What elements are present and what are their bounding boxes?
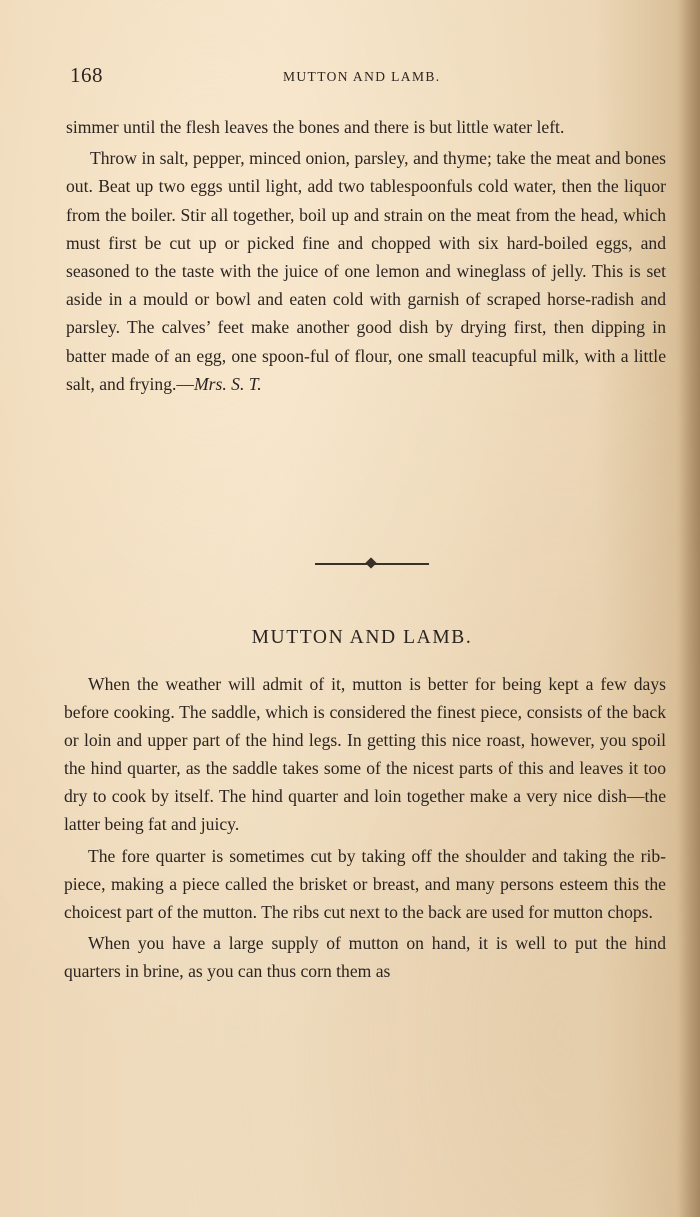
section-heading: MUTTON AND LAMB. bbox=[251, 627, 473, 648]
paragraph-text: Throw in salt, pepper, minced onion, parsley, and thyme; take the meat and bones out. Beat up two eggs until light, add two tablespoonfuls cold water, then the liquor from the boiler. Stir all together, boil up and strain on the meat from the head, which must first be cut up or picked fine and chopped with six hard-boiled eggs, and seasoned to the taste with the juice of one lemon and wineglass of jelly. This is set aside in a mould or bowl and eaten cold with garnish of scraped horse-radish and parsley. The calves’ feet make another good dish by drying first, then dipping in batter made of an egg, one spoon-ful of flour, one small teacupful milk, with a little salt, and frying.— bbox=[66, 148, 666, 394]
paragraph: When the weather will admit of it, mutton is better for being kept a few days before cooking. The saddle, which is considered the finest piece, consists of the back or loin and upper part of the hind legs. In getting this nice roast, however, you spoil the hind quarter, as the saddle takes some of the nicest parts of this and leaves it too dry to cook by itself. The hind quarter and loin together make a very nice dish—the latter being fat and juicy. bbox=[64, 674, 666, 835]
continued-recipe-text bbox=[66, 113, 666, 398]
paragraph: When you have a large supply of mutton on hand, it is well to put the hind quarters in brine, as you can thus corn them as bbox=[64, 932, 666, 981]
section-body bbox=[64, 670, 666, 985]
section-divider-ornament bbox=[365, 557, 376, 568]
page-number: 168 bbox=[70, 63, 103, 87]
signature: Mrs. S. T. bbox=[194, 373, 262, 394]
running-head bbox=[0, 63, 700, 93]
running-title: MUTTON AND LAMB. bbox=[283, 69, 441, 84]
paragraph: The fore quarter is sometimes cut by taking off the shoulder and taking the rib-piece, making a piece called the brisket or breast, and many persons esteem this the choicest part of the mutton. The ribs cut next to the back are used for mutton chops. bbox=[64, 845, 666, 922]
paragraph bbox=[66, 144, 666, 398]
paragraph: simmer until the flesh leaves the bones and there is but little water left. bbox=[66, 117, 565, 137]
